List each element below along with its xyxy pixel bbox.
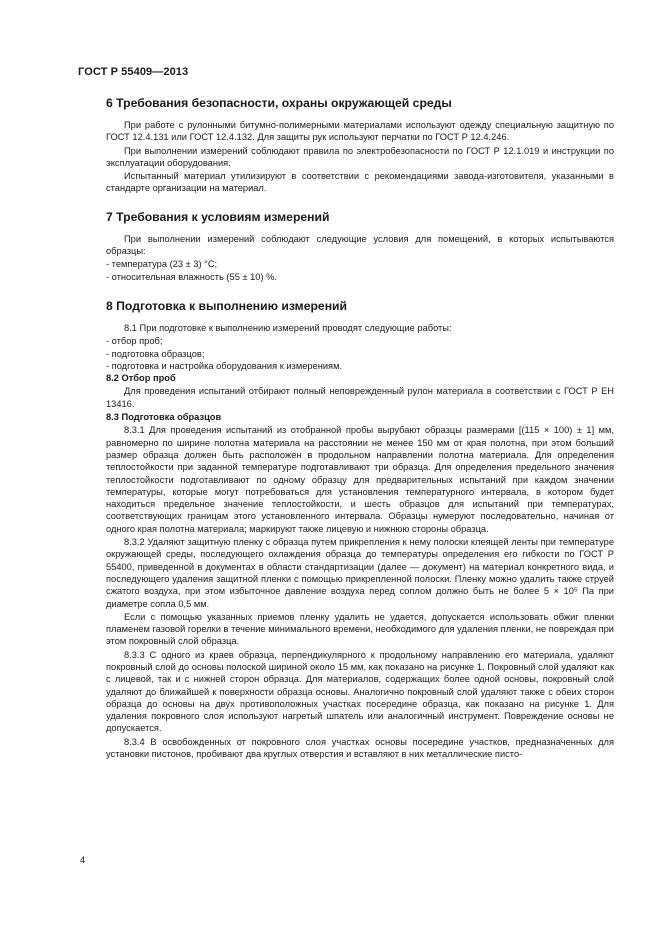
section-7-list-item-2: - относительная влажность (55 ± 10) %. (106, 271, 278, 282)
section-7-paragraph-1: При выполнении измерений соблюдают следующие условия для помещений, в которых испытываются образцы: (106, 233, 614, 257)
clause-8-3-2: 8.3.2 Удаляют защитную пленку с образца путем прикрепления к нему полоски клеящей ленты при температуре окружающей среды, последующего охлаждения образца до температуры определения его гибкости по ГОСТ Р 55400, приведенной в документах в области стандартизации (далее — документ) на материал конкретного вида, и последующего удаления защитной пленки с помощью прикрепленной полоски. Пленку можно удалить также струей сжатого воздуха, при этом избыточное давление воздуха перед соплом должно быть не более 5 × 10⁵ Па при диаметре сопла 0,5 мм. (106, 537, 614, 609)
section-7 (106, 210, 614, 283)
section-7-list-item-1: - температура (23 ± 3) °С; (106, 259, 218, 270)
section-8-title: 8 Подготовка к выполнению измерений (106, 298, 348, 313)
section-6-title: 6 Требования безопасности, охраны окружающей среды (106, 96, 452, 110)
section-8 (106, 299, 614, 760)
page-number: 4 (80, 855, 86, 865)
section-7-title: 7 Требования к условиям измерений (106, 209, 330, 224)
section-6-paragraph-2: При выполнении измерений соблюдают правила по электробезопасности по ГОСТ Р 12.1.019 и инструкции по эксплуатации оборудования. (106, 145, 614, 168)
clause-8-2-heading: 8.2 Отбор проб (106, 373, 176, 384)
clause-8-1-list-item-3: - подготовка и настройка оборудования к измерениям. (106, 360, 343, 371)
clause-8-3-3: 8.3.3 С одного из краев образца, перпендикулярного к продольному направлению его материала, удаляют покровный слой до основы полоской шириной около 15 мм, как показано на рисунке 1. Покровный слой удаляют как с лицевой, так и с нижней сторон образца. Для материалов, содержащих более одной основы, покровный слой удаляют до ближайшей к поверхности образца основы. Аналогично покровный слой удаляют также с обеих сторон образца до основы на двух противоположных участках посередине образца, как показано на рисунке 1. Для удаления покровного слоя используют нагретый шпатель или аналогичный инструмент. Повреждение основы не допускается. (106, 649, 614, 734)
section-6 (106, 96, 614, 195)
section-6-paragraph-3: Испытанный материал утилизируют в соответствии с рекомендациями завода-изготовителя, указанными в стандарте организации на материал. (106, 171, 614, 194)
clause-8-1: 8.1 При подготовке к выполнению измерений проводят следующие работы: (124, 322, 452, 333)
document-body (106, 96, 614, 761)
clause-8-3-4: 8.3.4 В освобожденных от покровного слоя участках основы посередине участков, предназначенных для установки пистонов, пробивают два круглых отверстия и вставляют в них металлические писто- (106, 736, 614, 760)
clause-8-3-heading: 8.3 Подготовка образцов (106, 412, 222, 423)
clause-8-3-1: 8.3.1 Для проведения испытаний из отобранной пробы вырубают образцы размерами [(115 × 100) ± 1] мм, равномерно по ширине полотна материала на расстоянии не менее 150 мм от края полотна, при этом больший размер образца должен быть расположен в продольном направлении полотна материала. Для определения теплостойкости при заданной температуре подготавливают три образца. Для определения предельного значения теплостойкости подготавливают по одному образцу для предварительных испытаний при каждом значении температуры, которые могут потребоваться для установления температурного интервала, в котором будет находиться предельное значение теплостойкости, и шесть образцов для испытаний при температурах, соответствующих границам этого установленного интервала. Образцы нумеруют последовательно, начиная от одного края полотна материала; маркируют также лицевую и нижнюю стороны образца. (106, 425, 614, 534)
section-6-paragraph-1: При работе с рулонными битумно-полимерными материалами используют одежду специальную защитную по ГОСТ 12.4.131 или ГОСТ 12.4.132. Для защиты рук используют перчатки по ГОСТ Р 12.4.246. (106, 120, 614, 143)
clause-8-3-2-continuation: Если с помощью указанных приемов пленку удалить не удается, допускается использовать обжиг пленки пламенем газовой горелки в течение минимального времени, необходимого для удаления пленки, не повреждая при этом покровный слой образца. (106, 611, 614, 647)
clause-8-1-list-item-2: - подготовка образцов; (106, 348, 205, 359)
document-header: ГОСТ Р 55409—2013 (78, 66, 189, 78)
clause-8-2-paragraph: Для проведения испытаний отбирают полный неповрежденный рулон материала в соответствии с ГОСТ Р ЕН 13416. (106, 386, 614, 409)
clause-8-1-list-item-1: - отбор проб; (106, 336, 163, 347)
